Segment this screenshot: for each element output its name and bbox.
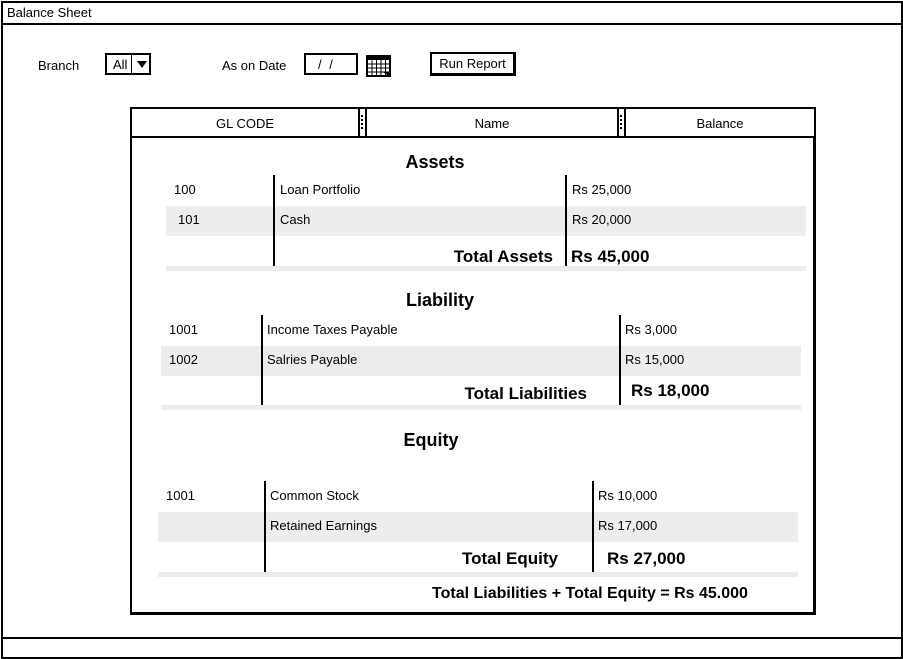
- column-header-name[interactable]: Name: [474, 116, 510, 131]
- run-report-button[interactable]: Run Report: [430, 52, 516, 76]
- column-header-balance[interactable]: Balance: [696, 116, 744, 131]
- total-assets-value: Rs 45,000: [571, 247, 650, 266]
- branch-value: All: [113, 57, 128, 72]
- liability-section-title: Liability: [405, 290, 474, 310]
- date-input[interactable]: [304, 53, 358, 75]
- window-title: Balance Sheet: [7, 5, 92, 20]
- date-value: / /: [318, 57, 335, 72]
- calendar-icon[interactable]: [366, 54, 392, 78]
- assets-section-title: Assets: [405, 152, 465, 172]
- branch-select[interactable]: [105, 53, 151, 75]
- total-assets-label: Total Assets: [453, 247, 553, 266]
- column-resize-handle[interactable]: [358, 109, 367, 136]
- table-row[interactable]: 1001 Common Stock Rs 10,000: [166, 488, 658, 503]
- table-row[interactable]: 1002 Salries Payable Rs 15,000: [161, 346, 801, 376]
- grand-total: Total Liabilities + Total Equity = Rs 45.000: [432, 585, 748, 602]
- total-equity-value: Rs 27,000: [607, 549, 686, 568]
- table-row[interactable]: 100 Loan Portfolio Rs 25,000: [174, 182, 632, 197]
- title-bar: [3, 3, 901, 25]
- chevron-down-icon[interactable]: [137, 61, 147, 68]
- column-resize-handle[interactable]: [617, 109, 626, 136]
- date-label: As on Date: [222, 58, 287, 73]
- status-bar: [3, 637, 901, 657]
- equity-section-title: Equity: [403, 430, 459, 450]
- column-header-row: [130, 107, 816, 138]
- table-row[interactable]: Retained Earnings Rs 17,000: [158, 512, 798, 542]
- total-liabilities-label: Total Liabilities: [464, 384, 587, 403]
- total-liabilities-value: Rs 18,000: [631, 381, 710, 400]
- table-row[interactable]: 1001 Income Taxes Payable Rs 3,000: [169, 322, 678, 337]
- branch-label: Branch: [38, 58, 80, 73]
- column-header-gl-code[interactable]: GL CODE: [215, 116, 275, 131]
- table-row[interactable]: 101 Cash Rs 20,000: [166, 206, 806, 236]
- total-equity-label: Total Equity: [461, 549, 558, 568]
